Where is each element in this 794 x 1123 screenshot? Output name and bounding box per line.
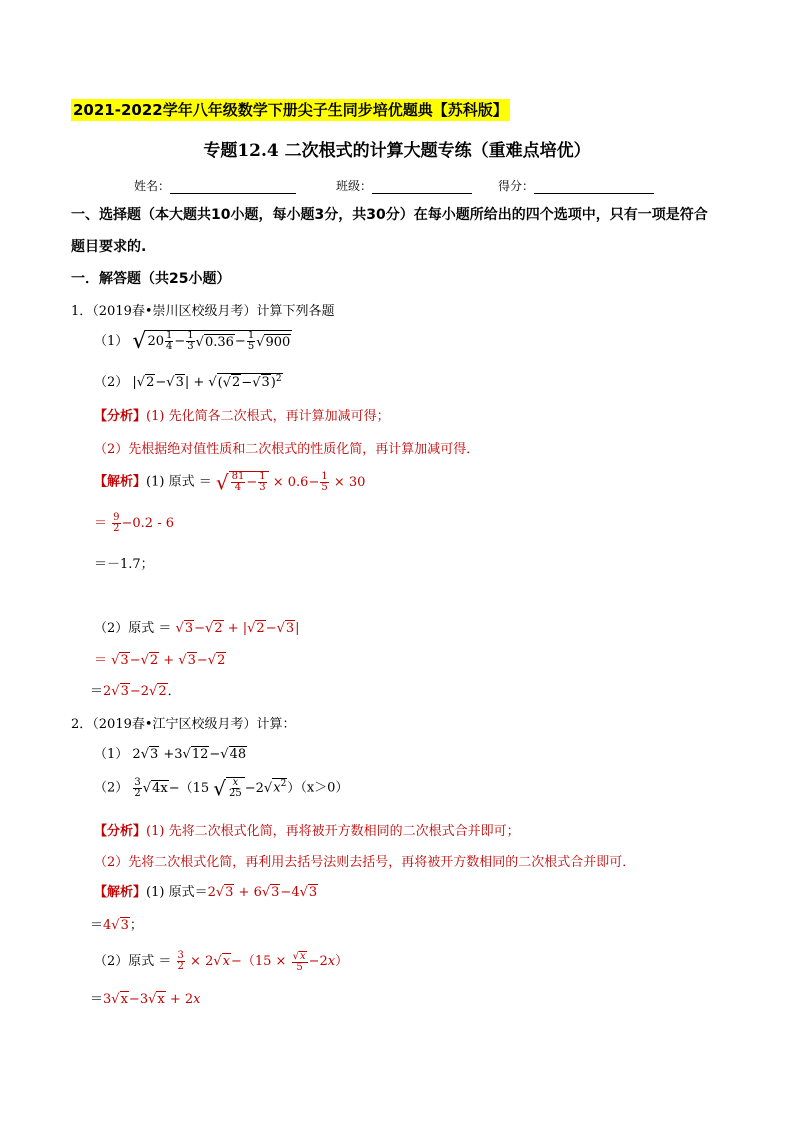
class-field — [336, 177, 472, 194]
q1-solution-1-result: ＝－1.7； — [94, 557, 154, 572]
q2-solution-2-step2: ＝3√x−3√x + 2x — [90, 992, 201, 1007]
section-heading-choice: 一、选择题（本大题共10小题，每小题3分，共30分）在每小题所给出的四个选项中，只有一项是符合 — [71, 207, 708, 223]
section-heading-choice-cont: 题目要求的. — [71, 239, 147, 255]
name-blank — [170, 181, 296, 194]
q1-analysis-2: （2）先根据绝对值性质和二次根式的性质化简，再计算加减可得． — [94, 442, 480, 457]
q2-analysis-2: （2）先将二次根式化简，再利用去括号法则去括号，再将被开方数相同的二次根式合并即可． — [94, 855, 636, 870]
class-blank — [372, 181, 472, 194]
score-blank — [534, 181, 654, 194]
q2-analysis-1: 【分析】(1) 先将二次根式化简，再将被开方数相同的二次根式合并即可； — [94, 824, 520, 839]
name-label: 姓名： — [134, 179, 171, 193]
q2-solution-2: （2）原式 ＝ $\frac{3}{2}$ × 2√x−（15 × $\frac{√x}{5}$ −2x） — [94, 950, 349, 973]
q2-part1: （1） 2√3 +3√12−√48 — [94, 747, 247, 762]
q1-solution-2: （2）原式 ＝ √3−√2 + |√2−√3| — [94, 621, 300, 636]
series-title: 2021-2022学年八年级数学下册尖子生同步培优题典【苏科版】 — [73, 101, 508, 119]
q2-stem: 2．（2019春•江宁区校级月考）计算： — [71, 717, 296, 732]
page-title: 专题12.4 二次根式的计算大题专练（重难点培优） — [203, 141, 591, 161]
q1-stem: 1．（2019春•崇川区校级月考）计算下列各题 — [71, 304, 335, 319]
q2-part2: （2） $\frac{3}{2}$ √4x−（15 √ $\frac{x}{25}$ $-2√x^2)(x>0)$ — [94, 776, 349, 800]
q1-part2: （2） $|√2-√3| + √(√2-√3)^2$ — [94, 373, 282, 390]
q1-analysis-1: 【分析】(1) 先化简各二次根式，再计算加减可得； — [94, 409, 390, 424]
name-field — [134, 177, 296, 194]
score-field — [498, 177, 654, 194]
q1-solution-2-step2: ＝ √3−√2 + √3−√2 — [94, 653, 226, 668]
q1-solution-1-step2: ＝ $\frac{9}{2}$ −0.2 - 6 — [94, 512, 175, 534]
q2-solution-1: 【解析】(1) 原式＝2√3 + 6√3−4√3 — [94, 885, 318, 900]
q1-solution-2-result: ＝2√3−2√2． — [90, 684, 181, 699]
class-label: 班级： — [336, 179, 373, 193]
q2-solution-1-result: ＝4√3； — [90, 918, 143, 933]
score-label: 得分： — [498, 179, 535, 193]
q1-solution-1: 【解析】(1) 原式 ＝ √ $\frac{81}{4}$ − $\frac{1}{3}$ × 0.6− $\frac{1}{5}$ × 30 — [94, 470, 366, 494]
q1-part1: （1） √20 $\frac{1}{4}$ − $\frac{1}{3}$ √0.36− $\frac{1}{5}$ √900 — [94, 329, 291, 354]
section-heading-answer: 一．解答题（共25小题） — [71, 271, 231, 287]
